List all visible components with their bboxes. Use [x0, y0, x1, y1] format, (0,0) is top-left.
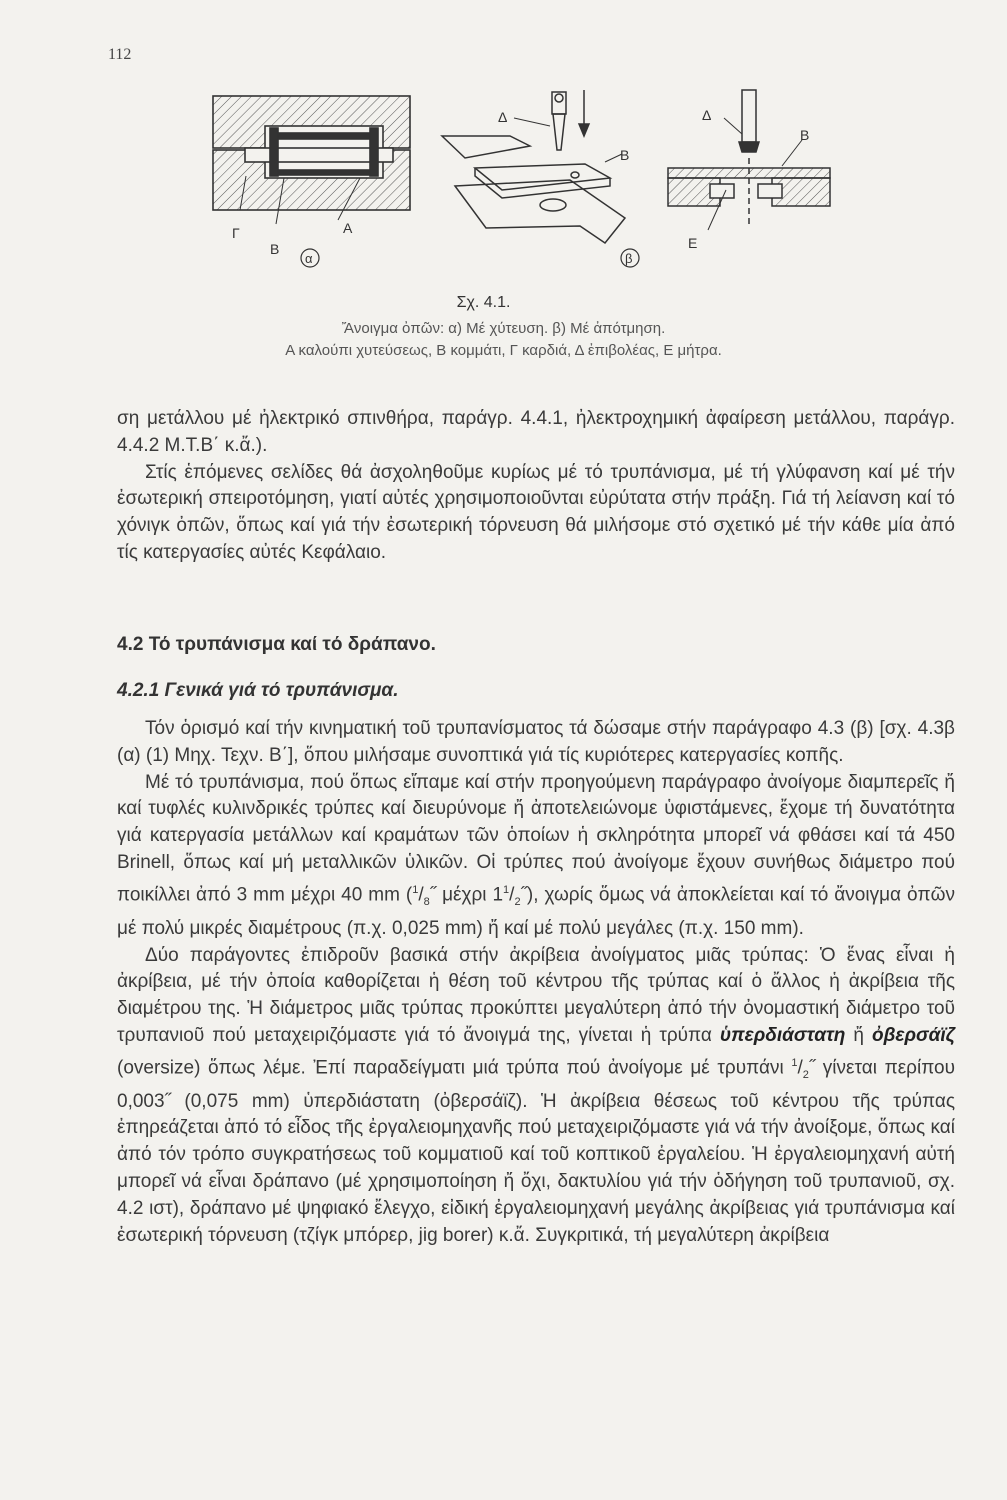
label-beta-b2: Β: [800, 127, 810, 143]
subsection-heading: 4.2.1 Γενικά γιά τό τρυπάνισμα.: [117, 680, 399, 701]
page-number: 112: [108, 46, 132, 63]
label-epsilon: Ε: [688, 235, 698, 251]
figure-caption-line-2: Α καλούπι χυτεύσεως, Β κομμάτι, Γ καρδιά, Δ ἐπιβολέας, Ε μήτρα.: [285, 342, 722, 359]
section-heading: 4.2 Τό τρυπάνισμα καί τό δράπανο.: [117, 634, 436, 655]
term-oversize-greek: ὑπερδιάστατη: [719, 1024, 846, 1046]
figure-caption-line-1: Ἄνοιγμα ὀπῶν: α) Μέ χύτευση. β) Μέ ἀπότμηση.: [341, 320, 666, 337]
intro-paragraph-1: ση μετάλλου μέ ἠλεκτρικό σπινθήρα, παράγρ. 4.4.1, ἠλεκτροχημική ἀφαίρεση μετάλλου, παράγρ. 4.4.2 Μ.Τ.Β΄ κ.ἄ.).: [117, 408, 955, 456]
label-circle-alpha: α: [305, 251, 313, 266]
label-delta-b2: Δ: [702, 107, 712, 123]
body-paragraph-2: Μέ τό τρυπάνισμα, πού ὅπως εἴπαμε καί στήν προηγούμενη παράγραφο ἀνοίγομε διαμπερεῖς ἤ καί τυφλές κυλινδρικές τρύπες καί διευρύνομε ἤ ἀποτελειώνομε ὑφιστάμενες, ἔχομε τή δυνατότητα γιά κατεργασία μετάλλων καί κραμάτων τῶν ὁποίων ἡ σκληρότητα μπορεῖ νά φθάσει καί τά 450 Brinell, ὅπως καί μή μεταλλικῶν ὑλικῶν. Οἱ τρύπες πού ἀνοίγομε ἔχουν συνήθως διάμετρο πού ποικίλλει ἀπό 3 mm μέχρι 40 mm ($^1/_8˝$ μέχρι $1^1/_2˝$), χωρίς ὅμως νά ἀποκλείεται καί τό ἄνοιγμα ὀπῶν μέ πολύ μικρές διαμέτρους (π.χ. 0,025 mm) ἤ καί μέ πολύ μεγάλες (π.χ. 150 mm).: [117, 771, 955, 939]
label-delta-b1: Δ: [498, 109, 508, 125]
term-oversize-transliterated: ὀβερσάϊζ: [872, 1024, 956, 1046]
punch-drawing: [442, 90, 625, 243]
intro-paragraph-2: Στίς ἑπόμενες σελίδες θά ἀσχοληθοῦμε κυρίως μέ τό τρυπάνισμα, μέ τή γλύφανση καί μέ τήν ἐσωτερική σπειροτόμηση, γιατί αὐτές χρησιμοποιοῦνται εὐρύτατα στήν πράξη. Γιά τή λείανση καί τό χόνιγκ ὀπῶν, ὅπως καί γιά τήν ἐσωτερική τόρνευση θά μιλήσομε στό σχετικό μέ τήν κάθε μία ἀπό τίς κατεργασίες αὐτές Κεφάλαιο.: [117, 461, 955, 563]
figure-4-1: [210, 78, 850, 288]
label-gamma: Γ: [232, 225, 240, 241]
figure-caption-title: Σχ. 4.1.: [456, 294, 511, 311]
intro-text: [117, 406, 955, 567]
die-section-drawing: [668, 90, 830, 228]
label-alpha: Α: [343, 220, 353, 236]
body-paragraph-3: Δύο παράγοντες ἐπιδροῦν βασικά στήν ἀκρίβεια ἀνοίγματος μιᾶς τρύπας: Ὁ ἕνας εἶναι ἡ ἀκρίβεια, μέ τήν ὁποία καθορίζεται ἡ θέση τοῦ κέντρου τῆς τρύπας καί ὁ ἄλλος ἡ ἀκρίβεια τῆς διαμέτρου της. Ἡ διάμετρος μιᾶς τρύπας προκύπτει μεγαλύτερη ἀπό τήν ὀνομαστική διάμετρο τοῦ τρυπανιοῦ πού μεταχειριζόμαστε γιά τό ἄνοιγμά της, γίνεται ἡ τρύπα ὑπερδιάστατη ἤ ὀβερσάϊζ (oversize) ὅπως λέμε. Ἐπί παραδείγματι μιά τρύπα πού ἀνοίγομε μέ τρυπάνι $^1/_2˝$ γίνεται περίπου 0,003˝ (0,075 mm) ὑπερδιάστατη (ὀβερσάϊζ). Ἡ ἀκρίβεια θέσεως τοῦ κέντρου τῆς τρύπας ἐπηρεάζεται ἀπό τό εἶδος τῆς ἐργαλειομηχανῆς πού μεταχειριζόμαστε γιά νά τήν ἀνοίξομε, ὅπως καί ἀπό τόν τρόπο συγκρατήσεως τοῦ κομματιοῦ καί τοῦ κοπτικοῦ ἐργαλείου. Ἡ ἐργαλειομηχανή αὐτή μπορεῖ νά εἶναι δράπανο (μέ χρησιμοποίηση ἤ ὄχι, δακτυλίου γιά τήν ὁδήγηση τοῦ τρυπανιοῦ, σχ. 4.2 ιστ), δράπανο μέ ψηφιακό ἔλεγχο, εἰδική ἐργαλειομηχανή μεγάλης ἀκρίβειας γιά τρυπάνισμα καί ἐσωτερική τόρνευση (τζίγκ μπόρερ, jig borer) κ.ἄ. Συγκριτικά, τή μεγαλύτερη ἀκρίβεια: [117, 944, 956, 1246]
label-circle-beta: β: [625, 251, 633, 266]
body-paragraph-1: Τόν ὁρισμό καί τήν κινηματική τοῦ τρυπανίσματος τά δώσαμε στήν παράγραφο 4.3 (β) [σχ. 4.3β (α) (1) Μηχ. Τεχν. Β΄], ὅπου μιλήσαμε συνοπτικά γιά τίς κυριότερες κατεργασίες κοπῆς.: [117, 718, 955, 766]
label-beta-a: Β: [270, 241, 280, 257]
body-text: [117, 716, 955, 1249]
label-beta-b1: Β: [620, 147, 630, 163]
